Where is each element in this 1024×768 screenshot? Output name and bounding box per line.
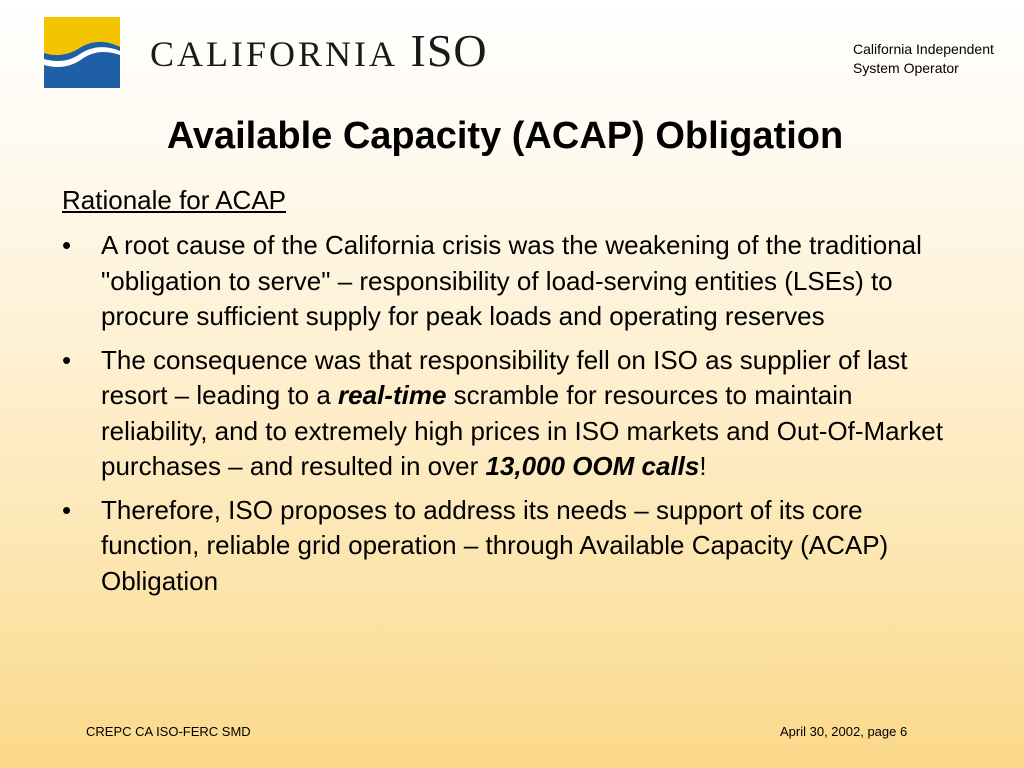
bullet-item-3 xyxy=(62,493,952,600)
bullet-item-1 xyxy=(62,228,952,335)
emphasis-real-time: real-time xyxy=(338,380,447,410)
bullet-list xyxy=(62,228,952,607)
bullet-text-part: ! xyxy=(699,451,707,481)
bullet-marker: • xyxy=(62,230,72,260)
bullet-text-part: scramble for resources to maintain reliability, and to extremely high prices in ISO markets and Out-Of-Market purchases – and resulted in over xyxy=(101,380,943,481)
organization-name xyxy=(853,40,1018,78)
slide-title: Available Capacity (ACAP) Obligation xyxy=(166,115,844,157)
section-heading: Rationale for ACAP xyxy=(62,185,287,215)
footer-presentation-name: CREPC CA ISO-FERC SMD xyxy=(86,724,251,739)
logo-wordmark xyxy=(150,26,488,79)
bullet-marker: • xyxy=(62,344,72,375)
bullet-text-part: The consequence was that responsibility fell on ISO as supplier of last resort – leading to a xyxy=(101,344,908,410)
logo-word: CALIFORNIA xyxy=(150,34,399,74)
org-name-line1: California Independent xyxy=(853,41,994,57)
footer-date-page: April 30, 2002, page 6 xyxy=(780,724,908,739)
bullet-text: A root cause of the California crisis was the weakening of the traditional "obligation to serve" – responsibility of load-serving entities (LSEs) to procure sufficient supply for peak loads and operating reserves xyxy=(101,230,922,331)
emphasis-oom-calls: 13,000 OOM calls xyxy=(485,451,700,481)
bullet-text: Therefore, ISO proposes to address its needs – support of its core function, reliable grid operation – through Available Capacity (ACAP) Obligation xyxy=(101,494,889,596)
logo-acronym: ISO xyxy=(410,25,488,76)
org-name-line2: System Operator xyxy=(853,60,959,76)
bullet-marker: • xyxy=(62,494,72,525)
bullet-item-2 xyxy=(62,343,952,485)
california-iso-logo-icon xyxy=(44,17,120,88)
